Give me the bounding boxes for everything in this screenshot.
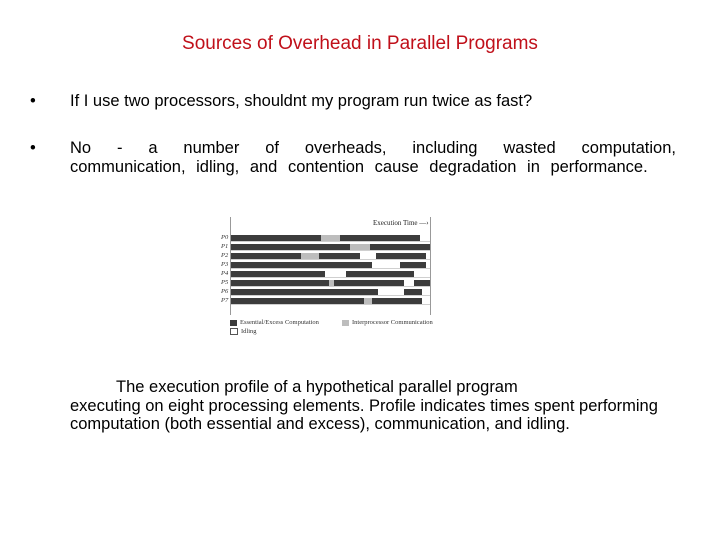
segment-comp (370, 244, 430, 250)
segment-comp (334, 280, 404, 286)
chart-row-p6 (218, 288, 434, 297)
execution-profile-chart (218, 215, 434, 340)
timeline-track (231, 262, 430, 269)
segment-idle (422, 289, 430, 295)
segment-comp (231, 235, 321, 241)
segment-comp (231, 262, 372, 268)
legend-label: Interprocessor Communication (352, 319, 433, 326)
segment-idle (414, 271, 430, 277)
chart-row-p1 (218, 243, 434, 252)
segment-comp (372, 298, 422, 304)
bullet-text: No - a number of overheads, including wasted computation, communication, idling, and contention cause degradation in performance. (70, 139, 676, 176)
chart-row-p7 (218, 297, 434, 306)
caption-rest: executing on eight processing elements. Profile indicates times spent performing computation (both essential and excess), communication, and idling. (70, 396, 658, 433)
slide-title: Sources of Overhead in Parallel Programs (182, 33, 538, 54)
segment-idle (372, 262, 400, 268)
segment-comp (231, 298, 364, 304)
chart-row-p3 (218, 261, 434, 270)
segment-idle (404, 280, 414, 286)
x-axis-label: Execution Time —› (373, 219, 429, 227)
segment-comm (350, 244, 370, 250)
segment-idle (422, 298, 430, 304)
legend-item-computation (230, 319, 319, 326)
bullet-marker: • (30, 139, 36, 157)
timeline-track (231, 298, 430, 305)
legend-label: Essential/Excess Computation (240, 319, 319, 326)
segment-comp (231, 289, 378, 295)
processor-label: P5 (221, 279, 229, 286)
segment-idle (426, 262, 430, 268)
segment-idle (325, 271, 347, 277)
timeline-track (231, 235, 430, 242)
chart-row-p5 (218, 279, 434, 288)
legend-swatch-computation (230, 320, 237, 326)
timeline-track (231, 289, 430, 296)
legend-swatch-communication (342, 320, 349, 326)
segment-comp (376, 253, 426, 259)
segment-idle (360, 253, 376, 259)
processor-label: P1 (221, 243, 229, 250)
processor-label: P0 (221, 234, 229, 241)
bullet-text: If I use two processors, shouldnt my program run twice as fast? (70, 92, 533, 110)
segment-idle (378, 289, 404, 295)
segment-comp (400, 262, 426, 268)
segment-comp (231, 244, 350, 250)
processor-label: P2 (221, 252, 229, 259)
timeline-track (231, 244, 430, 251)
chart-row-p4 (218, 270, 434, 279)
processor-label: P4 (221, 270, 229, 277)
segment-comp (404, 289, 422, 295)
processor-label: P6 (221, 288, 229, 295)
segment-comp (414, 280, 430, 286)
legend-swatch-idling (230, 328, 238, 335)
segment-idle (420, 235, 430, 241)
segment-comp (231, 253, 301, 259)
timeline-track (231, 280, 430, 287)
timeline-track (231, 253, 430, 260)
segment-comp (231, 271, 325, 277)
segment-comp (340, 235, 420, 241)
segment-comp (319, 253, 361, 259)
chart-row-p2 (218, 252, 434, 261)
legend-item-idling (230, 328, 257, 335)
bullet-marker: • (30, 92, 36, 110)
figure-caption (70, 378, 682, 434)
segment-comm (364, 298, 372, 304)
segment-comp (231, 280, 329, 286)
legend-label: Idling (241, 328, 257, 335)
timeline-track (231, 271, 430, 278)
segment-comm (301, 253, 319, 259)
segment-comp (346, 271, 414, 277)
chart-row-p0 (218, 234, 434, 243)
processor-label: P3 (221, 261, 229, 268)
processor-label: P7 (221, 297, 229, 304)
segment-comm (321, 235, 341, 241)
segment-idle (426, 253, 430, 259)
legend-item-communication (342, 319, 433, 326)
caption-line-1: The execution profile of a hypothetical parallel program (116, 378, 518, 396)
